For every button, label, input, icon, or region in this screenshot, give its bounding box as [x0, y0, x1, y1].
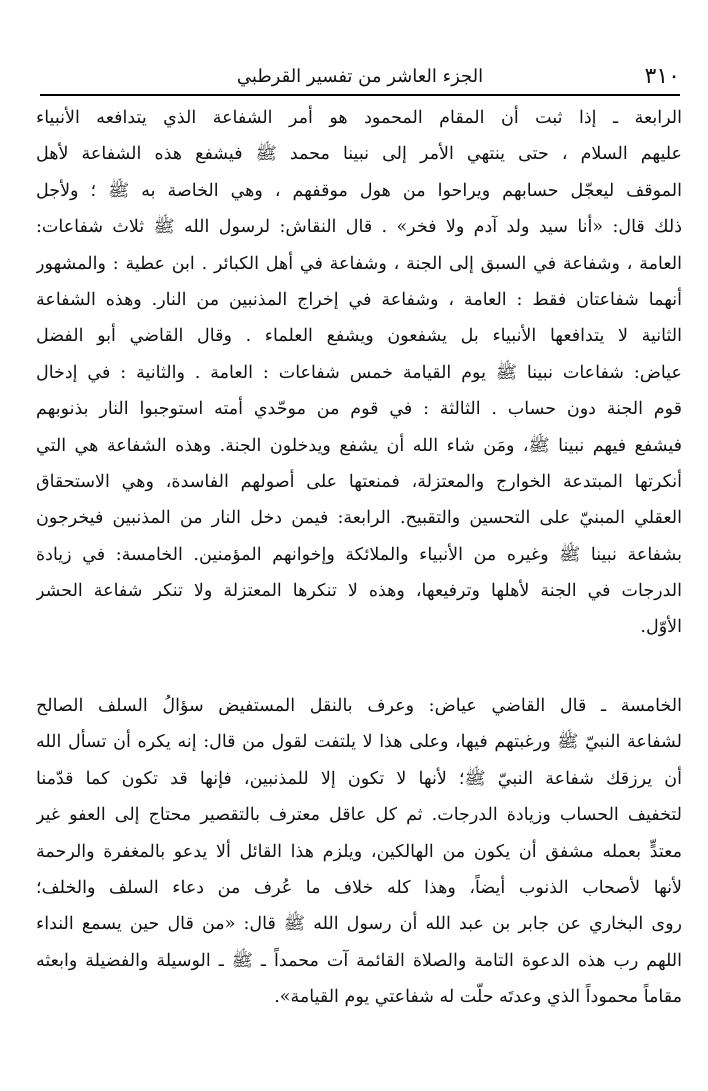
text-line: لأنها لأصحاب الذنوب أيضاً، وهذا كله خلاف ما عُرف من دعاء السلف والخلف؛	[36, 877, 682, 898]
text-line: الدرجات في الجنة لأهلها وترفيعها، وهذه لا تنكرها المعتزلة ولا تنكر شفاعة الحشر	[36, 581, 682, 602]
text-line: اللهم رب هذه الدعوة التامة والصلاة القائمة آت محمداً ـ ﷺ ـ الوسيلة والفضيلة وابعثه	[36, 950, 682, 971]
text-line: أنكرتها المبتدعة الخوارج والمعتزلة، فمنعتها على أصولهم الفاسدة، وهي الاستحقاق	[36, 471, 682, 492]
text-line: أنهما شفاعتان فقط : العامة ، وشفاعة في إخراج المذنبين من النار. وهذه الشفاعة	[36, 289, 682, 310]
text-line: قوم الجنة دون حساب . الثالثة : في قوم من موحّدي أمته استوجبوا النار بذنوبهم	[36, 399, 682, 420]
text-line: الأوّل.	[640, 617, 682, 638]
page-number: ٣١٠	[644, 64, 680, 89]
text-line: عليهم السلام ، حتى ينتهي الأمر إلى نبينا محمد ﷺ فيشفع هذه الشفاعة لأهل	[36, 144, 682, 165]
text-line: لشفاعة النبيّ ﷺ ورغبتهم فيها، وعلى هذا لا يلتفت لقول من قال: إنه يكره أن تسأل الله	[36, 732, 682, 753]
header-rule	[40, 94, 680, 96]
text-line: لتخفيف الحساب وزيادة الدرجات. ثم كل عاقل معترف بالتقصير محتاج إلى العفو غير	[36, 805, 682, 826]
paragraph-fourth	[36, 100, 682, 646]
paragraph-fifth	[36, 688, 682, 1016]
text-line: بشفاعة نبينا ﷺ وغيره من الأنبياء والملائكة وإخوانهم المؤمنين. الخامسة: في زيادة	[36, 544, 682, 565]
text-line: أن يرزقك شفاعة النبيّ ﷺ؛ لأنها لا تكون إلا للمذنبين، فإنها قد تكون كما قدّمنا	[36, 768, 682, 789]
text-line: الخامسة ـ قال القاضي عياض: وعرف بالنقل المستفيض سؤالُ السلف الصالح	[36, 696, 682, 716]
text-line: العامة ، وشفاعة في السبق إلى الجنة ، وشفاعة في أهل الكبائر . ابن عطية : والمشهور	[36, 253, 682, 274]
text-line: مقاماً محموداً الذي وعدتَه حلّت له شفاعتي يوم القيامة».	[274, 987, 682, 1008]
text-line: العقلي المبنيّ على التحسين والتقبيح. الرابعة: فيمن دخل النار من المذنبين فيخرجون	[36, 508, 682, 529]
running-title: الجزء العاشر من تفسير القرطبي	[236, 66, 484, 87]
text-line: روى البخاري عن جابر بن عبد الله أن رسول الله ﷺ قال: «من قال حين يسمع النداء	[36, 914, 682, 935]
text-line: عياض: شفاعات نبينا ﷺ يوم القيامة خمس شفاعات : العامة . والثانية : في إدخال	[36, 362, 682, 383]
text-line: الرابعة ـ إذا ثبت أن المقام المحمود هو أمر الشفاعة الذي يتدافعه الأنبياء	[36, 108, 682, 128]
text-line: الثانية لا يتدافعها الأنبياء بل يشفعون ويشفع العلماء . وقال القاضي أبو الفضل	[36, 326, 682, 347]
text-line: ذلك قال: «أنا سيد ولد آدم ولا فخر» . قال النقاش: لرسول الله ﷺ ثلاث شفاعات:	[36, 217, 682, 238]
text-line: فيشفع فيهم نبينا ﷺ، ومَن شاء الله أن يشفع ويدخلون الجنة. وهذه الشفاعة هي التي	[36, 435, 682, 456]
text-line: الموقف ليعجّل حسابهم ويراحوا من هول موقفهم ، وهي الخاصة به ﷺ ؛ ولأجل	[36, 180, 682, 201]
page-header	[40, 60, 680, 96]
text-line: معتدٍّ بعمله مشفق أن يكون من الهالكين، ويلزم هذا القائل ألا يدعو بالمغفرة والرحمة	[36, 841, 682, 862]
